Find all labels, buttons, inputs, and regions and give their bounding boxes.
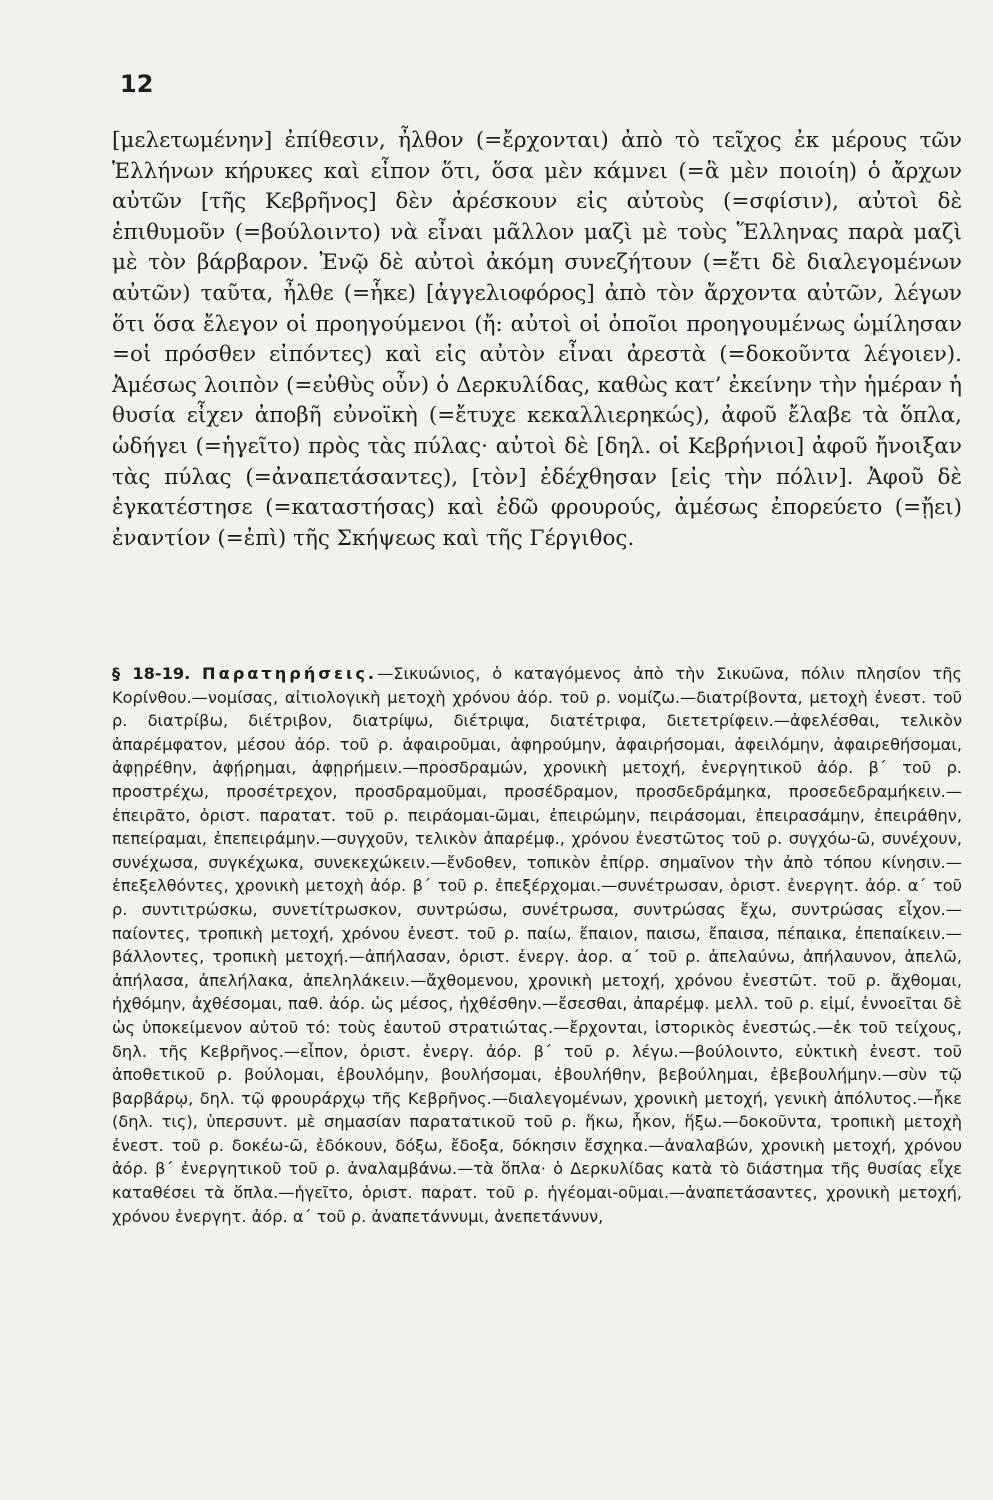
notes-section-number: § 18-19.	[112, 664, 191, 683]
translation-block	[112, 126, 962, 554]
notes-text: —Σικυώνιος, ὁ καταγόμενος ἀπὸ τὴν Σικυῶνα, πόλιν πλησίον τῆς Κορίνθου.—νομίσας, αἰτιολογικὴ μετοχὴ χρόνου ἀόρ. τοῦ ρ. νομίζω.—διατρίβοντα, μετοχὴ ἐνεστ. τοῦ ρ. διατρίβω, διέτριβον, διατρίψω, διέτριψα, διατέτριφα, διετετρίφειν.—ἀφελέσθαι, τελικὸν ἀπαρέμφατον, μέσου ἀόρ. τοῦ ρ. ἀφαιροῦμαι, ἀφηρούμην, ἀφαιρήσομαι, ἀφειλόμην, ἀφαιρεθήσομαι, ἀφῃρέθην, ἀφῄρημαι, ἀφῃρήμειν.—προσδραμών, χρονικὴ μετοχή, ἐνεργητικοῦ ἀόρ. β΄ τοῦ ρ. προστρέχω, προσέτρεχον, προσδραμοῦμαι, προσέδραμον, προσδεδράμηκα, προσεδεδραμήκειν.—ἐπειρᾶτο, ὁριστ. παρατατ. τοῦ ρ. πειράομαι-ῶμαι, ἐπειρώμην, πειράσομαι, ἐπειρασάμην, ἐπειράθην, πεπείραμαι, ἐπεπειράμην.—συγχοῦν, τελικὸν ἀπαρέμφ., χρόνου ἐνεστῶτος τοῦ ρ. συγχόω-ῶ, συνέχουν, συνέχωσα, συγκέχωκα, συνεκεχώκειν.—ἔνδοθεν, τοπικὸν ἐπίρρ. σημαῖνον τὴν ἀπὸ τόπου κίνησιν.—ἐπεξελθόντες, χρονικὴ μετοχὴ ἀόρ. β΄ τοῦ ρ. ἐπεξέρχομαι.—συνέτρωσαν, ὁριστ. ἐνεργητ. ἀόρ. α΄ τοῦ ρ. συντιτρώσκω, συνετίτρωσκον, συντρώσω, συνέτρωσα, συντρώσας ἔχω, συντρώσας εἶχον.—παίοντες, τροπικὴ μετοχή, χρόνου ἐνεστ. τοῦ ρ. παίω, ἔπαιον, παισω, ἔπαισα, πέπαικα, ἐπεπαίκειν.—βάλλοντες, τροπικὴ μετοχή.—ἀπήλασαν, ὁριστ. ἐνεργ. ἀορ. α΄ τοῦ ρ. ἀπελαύνω, ἀπήλαυνον, ἀπελῶ, ἀπήλασα, ἀπελήλακα, ἀπεληλάκειν.—ἄχθομενου, χρονικὴ μετοχή, χρόνου ἐνεστῶτ. τοῦ ρ. ἄχθομαι, ἠχθόμην, ἀχθέσομαι, παθ. ἀόρ. ὡς μέσος, ἠχθέσθην.—ἔσεσθαι, ἀπαρέμφ. μελλ. τοῦ ρ. εἰμί, ἐννοεῖται δὲ ὡς ὑποκείμενον αὐτοῦ τό: τοὺς ἑαυτοῦ στρατιώτας.—ἔρχονται, ἱστορικὸς ἐνεστώς.—ἐκ τοῦ τείχους, δηλ. τῆς Κεβρῆνος.—εἶπον, ὁριστ. ἐνεργ. ἀόρ. β΄ τοῦ ρ. λέγω.—βούλοιντο, εὐκτικὴ ἐνεστ. τοῦ ἀποθετικοῦ ρ. βούλομαι, ἐβουλόμην, βουλήσομαι, ἐβουλήθην, βεβούλημαι, ἐβεβουλήμην.—σὺν τῷ βαρβάρῳ, δηλ. τῷ φρουράρχῳ τῆς Κεβρῆνος.—διαλεγομένων, χρονικὴ μετοχή, γενικὴ ἀπόλυτος.—ἧκε (δηλ. τις), ὑπερσυντ. μὲ σημασίαν παρατατικοῦ τοῦ ρ. ἥκω, ἧκον, ἥξω.—δοκοῦντα, τροπικὴ μετοχὴ ἐνεστ. τοῦ ρ. δοκέω-ῶ, ἐδόκουν, δόξω, ἔδοξα, δόκησιν ἔσχηκα.—ἀναλαβών, χρονικὴ μετοχή, χρόνου ἀόρ. β΄ ἐνεργητικοῦ τοῦ ρ. ἀναλαμβάνω.—τὰ ὅπλα· ὁ Δερκυλίδας κατὰ τὸ διάστημα τῆς θυσίας εἶχε καταθέσει τὰ ὅπλα.—ἡγεῖτο, ὁριστ. παρατ. τοῦ ρ. ἡγέομαι-οῦμαι.—ἀναπετάσαντες, χρονικὴ μετοχή, χρόνου ἐνεργητ. ἀόρ. α΄ τοῦ ρ. ἀναπετάννυμι, ἀνεπετάννυν,	[112, 664, 963, 1226]
notes-paragraph	[112, 662, 962, 1228]
page-number: 12	[120, 70, 154, 98]
notes-block	[112, 662, 962, 1228]
notes-heading: Παρατηρήσεις.	[202, 664, 378, 683]
translation-paragraph: [μελετωμένην] ἐπίθεσιν, ἦλθον (=ἔρχονται) ἀπὸ τὸ τεῖχος ἐκ μέρους τῶν Ἑλλήνων κήρυκες καὶ εἶπον ὅτι, ὅσα μὲν κάμνει (=ἃ μὲν ποιοίη) ὁ ἄρχων αὐτῶν [τῆς Κεβρῆνος] δὲν ἀρέσκουν εἰς αὐτοὺς (=σφίσιν), αὐτοὶ δὲ ἐπιθυμοῦν (=βούλοιντο) νὰ εἶναι μᾶλλον μαζὶ μὲ τοὺς Ἕλληνας παρὰ μαζὶ μὲ τὸν βάρβαρον. Ἐνῷ δὲ αὐτοὶ ἀκόμη συνεζήτουν (=ἔτι δὲ διαλεγομένων αὐτῶν) ταῦτα, ἦλθε (=ἧκε) [ἀγγελιοφόρος] ἀπὸ τὸν ἄρχοντα αὐτῶν, λέγων ὅτι ὅσα ἔλεγον οἱ προηγούμενοι (ἤ: αὐτοὶ οἱ ὁποῖοι προηγουμένως ὡμίλησαν =οἱ πρόσθεν εἰπόντες) καὶ εἰς αὐτὸν εἶναι ἀρεστὰ (=δοκοῦντα λέγοιεν). Ἀμέσως λοιπὸν (=εὐθὺς οὖν) ὁ Δερκυλίδας, καθὼς κατ’ ἐκείνην τὴν ἡμέραν ἡ θυσία εἶχεν ἀποβῆ εὐνοϊκὴ (=ἔτυχε κεκαλλιερηκώς), ἀφοῦ ἔλαβε τὰ ὅπλα, ὡδήγει (=ἡγεῖτο) πρὸς τὰς πύλας· αὐτοὶ δὲ [δηλ. οἱ Κεβρήνιοι] ἀφοῦ ἤνοιξαν τὰς πύλας (=ἀναπετάσαντες), [τὸν] ἐδέχθησαν [εἰς τὴν πόλιν]. Ἀφοῦ δὲ ἐγκατέστησε (=καταστήσας) καὶ ἐδῶ φρουρούς, ἀμέσως ἐπορεύετο (=ᾔει) ἐναντίον (=ἐπὶ) τῆς Σκήψεως καὶ τῆς Γέργιθος.	[112, 128, 962, 551]
